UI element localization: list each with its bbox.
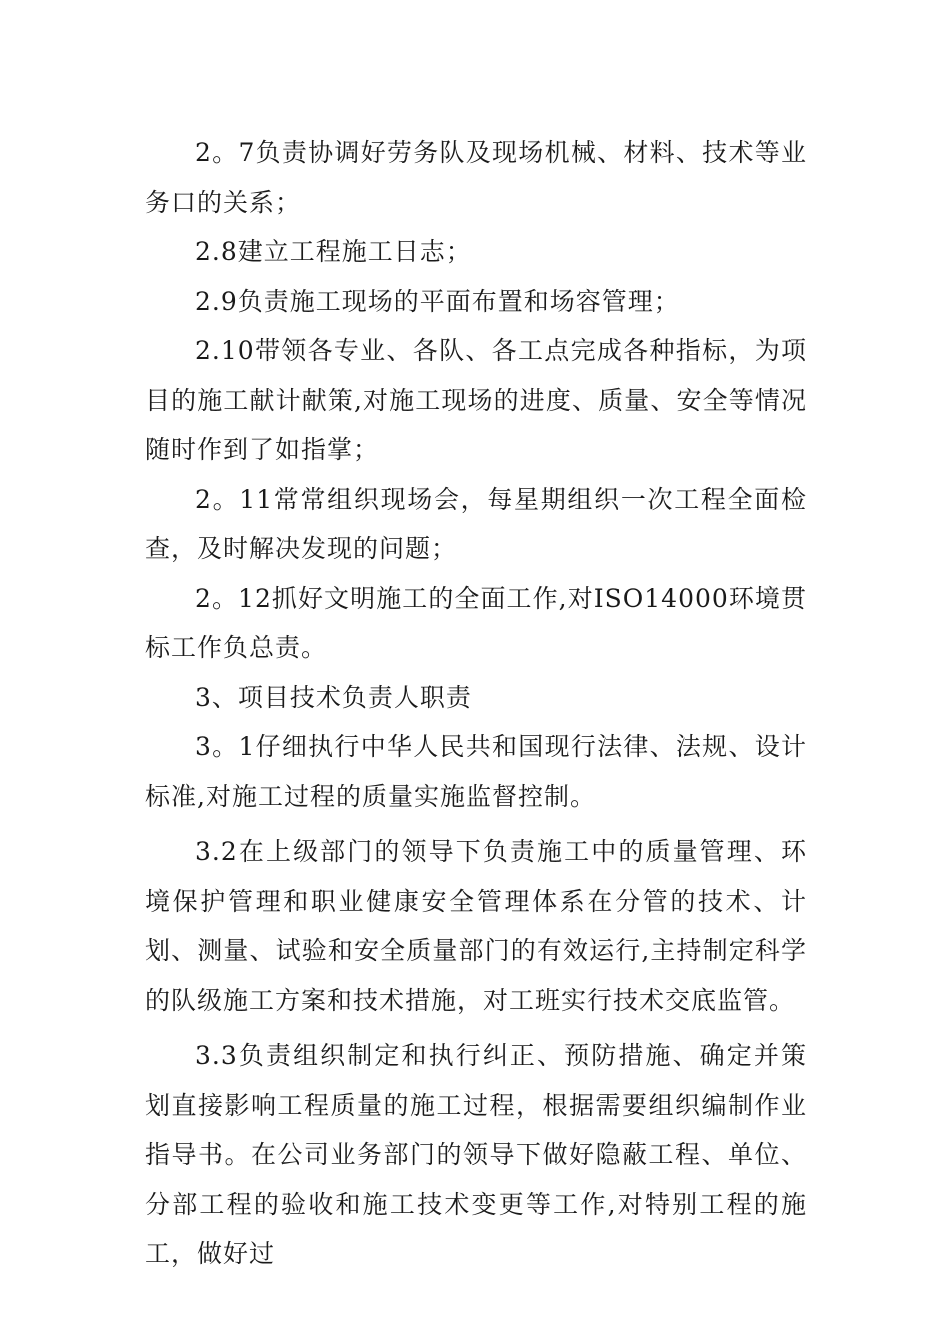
paragraph-3-3: 3.3负责组织制定和执行纠正、预防措施、确定并策划直接影响工程质量的施工过程，根据需要组织编制作业指导书。在公司业务部门的领导下做好隐蔽工程、单位、分部工程的验收和施工技术变更等工作,对特别工程的施工，做好过	[145, 1041, 807, 1268]
paragraph-2-9: 2.9负责施工现场的平面布置和场容管理；	[195, 286, 680, 316]
paragraph-3-2: 3.2在上级部门的领导下负责施工中的质量管理、环境保护管理和职业健康安全管理体系在分管的技术、计划、测量、试验和安全质量部门的有效运行,主持制定科学的队级施工方案和技术措施，对工班实行技术交底监管。	[145, 837, 807, 1015]
paragraph-3-1: 3。1仔细执行中华人民共和国现行法律、法规、设计标准,对施工过程的质量实施监督控制。	[145, 732, 807, 811]
paragraph-2-7: 2。7负责协调好劳务队及现场机械、材料、技术等业务口的关系；	[145, 138, 807, 217]
paragraph-2-11: 2。11常常组织现场会，每星期组织一次工程全面检查，及时解决发现的问题；	[145, 484, 807, 563]
section-heading-3: 3、项目技术负责人职责	[195, 682, 472, 712]
paragraph-2-12: 2。12抓好文明施工的全面工作,对ISO14000环境贯标工作负总责。	[145, 583, 807, 662]
paragraph-2-10: 2.10带领各专业、各队、各工点完成各种指标，为项目的施工献计献策,对施工现场的进度、质量、安全等情况随时作到了如指掌；	[145, 336, 807, 464]
document-body	[145, 128, 807, 1279]
paragraph-2-8: 2.8建立工程施工日志；	[195, 237, 472, 266]
